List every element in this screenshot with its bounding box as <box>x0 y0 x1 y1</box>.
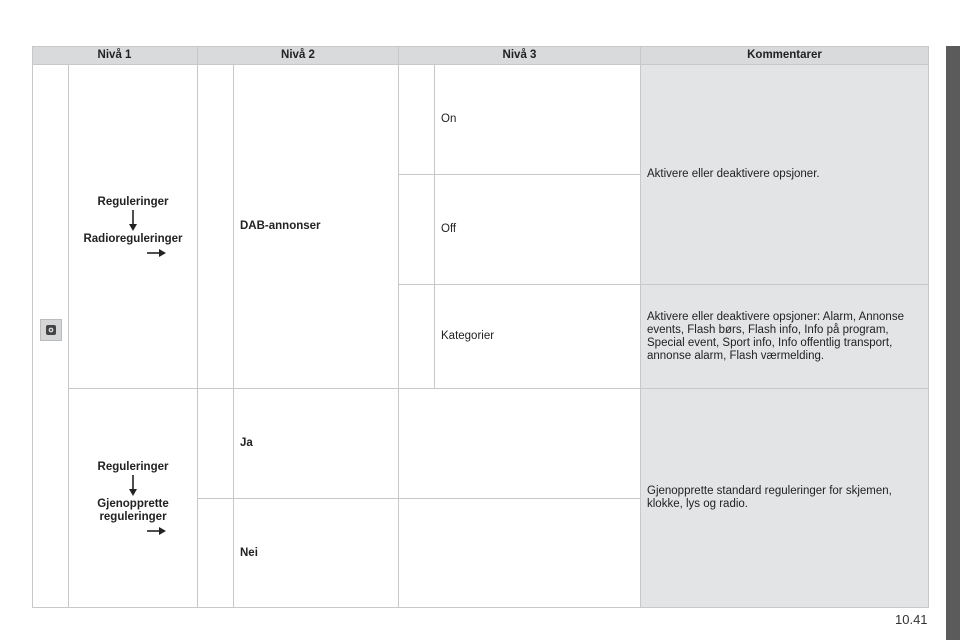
header-level2: Nivå 2 <box>198 46 399 65</box>
page-edge-bar <box>946 46 960 640</box>
menu-item-gjenopprette-reguleringer: Gjenopprette reguleringer <box>97 497 169 523</box>
level3-spacer-kategorier <box>399 285 435 389</box>
menu-item-reguleringer: Reguleringer <box>97 460 169 473</box>
comment-kategorier: Aktivere eller deaktivere opsjoner: Alarm, Annonse events, Flash børs, Flash info, Info på program, Special event, Sport info, Info offentlig transport, annonse alarm, Flash værmelding. <box>641 285 929 389</box>
level2-option-nei: Nei <box>234 499 399 608</box>
header-comments: Kommentarer <box>641 46 929 65</box>
level2-spacer-ja <box>198 389 234 499</box>
level3-option-kategorier: Kategorier <box>435 285 641 389</box>
level3-spacer-on <box>399 65 435 175</box>
level3-option-on: On <box>435 65 641 175</box>
gear-icon <box>44 323 58 337</box>
level2-option-ja: Ja <box>234 389 399 499</box>
level3-option-off: Off <box>435 175 641 285</box>
menu-item-radioreguleringer: Radioreguleringer <box>83 232 183 245</box>
level3-empty-nei <box>399 499 641 608</box>
level2-spacer-1 <box>198 65 234 389</box>
header-level3: Nivå 3 <box>399 46 641 65</box>
page-number: 10.41 <box>895 612 928 627</box>
arrow-down-icon <box>128 210 138 232</box>
level2-spacer-nei <box>198 499 234 608</box>
comment-on-off: Aktivere eller deaktivere opsjoner. <box>641 65 929 285</box>
menu-path-reset <box>69 389 198 608</box>
level3-empty-ja <box>399 389 641 499</box>
header-level1: Nivå 1 <box>32 46 198 65</box>
menu-path-radio <box>69 65 198 389</box>
comment-reset: Gjenopprette standard reguleringer for skjemen, klokke, lys og radio. <box>641 389 929 608</box>
level2-dab-annonser: DAB-annonser <box>234 65 399 389</box>
arrow-right-icon <box>147 526 167 536</box>
menu-item-reguleringer: Reguleringer <box>97 195 169 208</box>
level3-spacer-off <box>399 175 435 285</box>
arrow-right-icon <box>147 248 167 258</box>
settings-icon <box>40 319 62 341</box>
arrow-down-icon <box>128 475 138 497</box>
